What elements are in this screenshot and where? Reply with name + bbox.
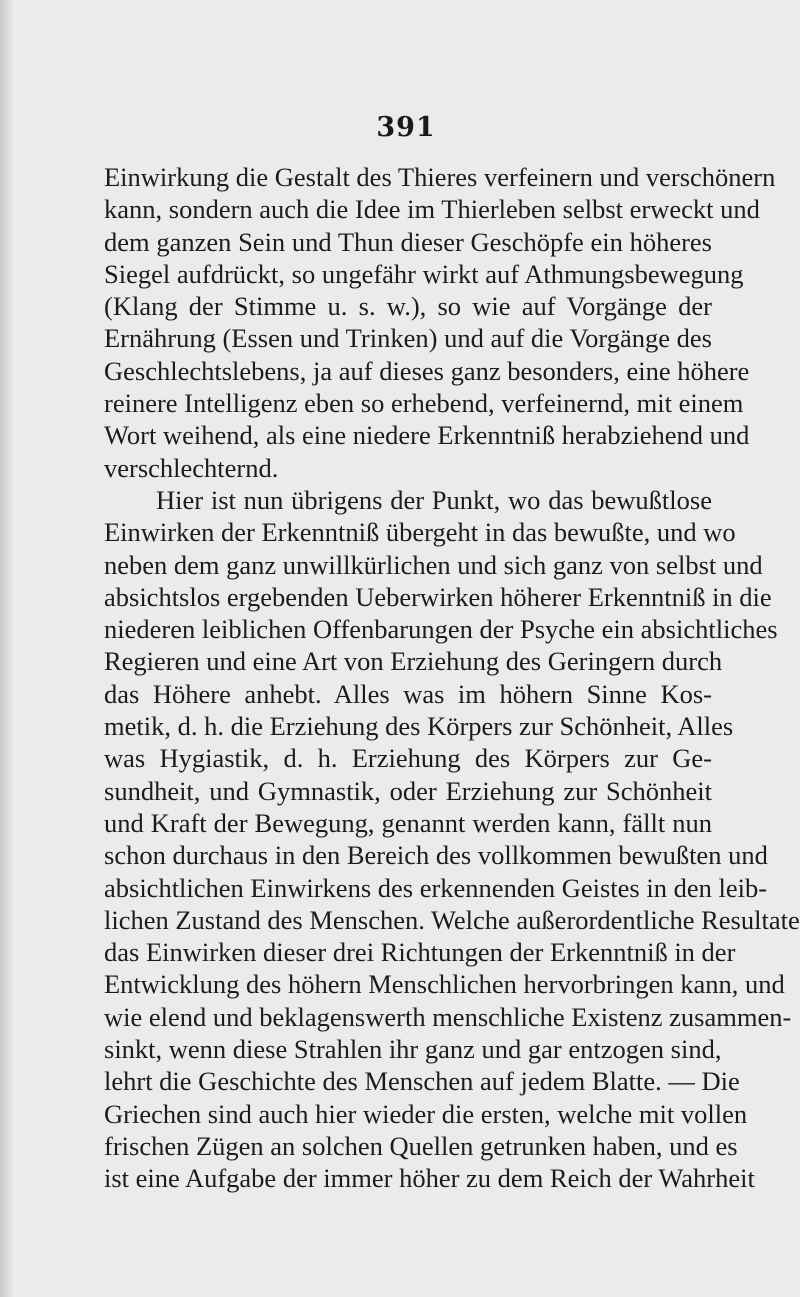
page-gutter-shadow xyxy=(0,0,14,1297)
text-line: was Hygiastik, d. h. Erziehung des Körpers zur Ge- xyxy=(104,743,712,774)
text-line: Einwirkung die Gestalt des Thieres verfeinern und verschönern xyxy=(104,162,776,192)
text-line: reinere Intelligenz eben so erhebend, verfeinernd, mit einem xyxy=(104,388,744,419)
text-line: kann, sondern auch die Idee im Thierleben selbst erweckt und xyxy=(104,194,760,225)
text-line: (Klang der Stimme u. s. w.), so wie auf Vorgänge der xyxy=(104,291,712,322)
text-line: neben dem ganz unwillkürlichen und sich ganz von selbst und xyxy=(104,549,763,580)
text-line: sinkt, wenn diese Strahlen ihr ganz und gar entzogen sind, xyxy=(104,1034,722,1065)
text-line: Hier ist nun übrigens der Punkt, wo das bewußtlose xyxy=(156,484,712,515)
body-text xyxy=(104,161,800,1195)
text-line: niederen leiblichen Offenbarungen der Psyche ein absichtliches xyxy=(104,614,778,645)
text-line: frischen Zügen an solchen Quellen getrunken haben, und es xyxy=(104,1130,738,1161)
text-line: Einwirken der Erkenntniß übergeht in das bewußte, und wo xyxy=(104,517,736,548)
text-line: Geschlechtslebens, ja auf dieses ganz besonders, eine höhere xyxy=(104,355,750,386)
text-line: wie elend und beklagenswerth menschliche Existenz zusammen- xyxy=(104,1001,792,1032)
text-line: Ernährung (Essen und Trinken) und auf die Vorgänge des xyxy=(104,323,712,354)
text-line: absichtlichen Einwirkens des erkennenden Geistes in den leib- xyxy=(104,872,768,903)
text-line: das Einwirken dieser drei Richtungen der Erkenntniß in der xyxy=(104,937,736,968)
text-line: schon durchaus in den Bereich des vollkommen bewußten und xyxy=(104,840,768,871)
text-line: und Kraft der Bewegung, genannt werden kann, fällt nun xyxy=(104,807,712,838)
text-line: sundheit, und Gymnastik, oder Erziehung zur Schönheit xyxy=(104,775,712,806)
text-line: lichen Zustand des Menschen. Welche außerordentliche Resultate xyxy=(104,904,800,935)
page-number: 391 xyxy=(376,112,436,143)
text-line: Griechen sind auch hier wieder die ersten, welche mit vollen xyxy=(104,1098,748,1129)
text-line: Siegel aufdrückt, so ungefähr wirkt auf Athmungsbewegung xyxy=(104,258,744,289)
text-line: Wort weihend, als eine niedere Erkenntniß herabziehend und xyxy=(104,420,750,451)
text-line: absichtslos ergebenden Ueberwirken höherer Erkenntniß in die xyxy=(104,581,772,612)
text-line: verschlechternd. xyxy=(104,452,279,483)
text-line: lehrt die Geschichte des Menschen auf jedem Blatte. — Die xyxy=(104,1066,740,1097)
text-line: ist eine Aufgabe der immer höher zu dem Reich der Wahrheit xyxy=(104,1163,755,1194)
text-line: Entwicklung des höhern Menschlichen hervorbringen kann, und xyxy=(104,969,785,1000)
text-line: metik, d. h. die Erziehung des Körpers zur Schönheit, Alles xyxy=(104,711,734,742)
text-line: Regieren und eine Art von Erziehung des Geringern durch xyxy=(104,646,723,677)
text-line: das Höhere anhebt. Alles was im höhern Sinne Kos- xyxy=(104,678,712,709)
text-line: dem ganzen Sein und Thun dieser Geschöpfe ein höheres xyxy=(104,226,712,257)
